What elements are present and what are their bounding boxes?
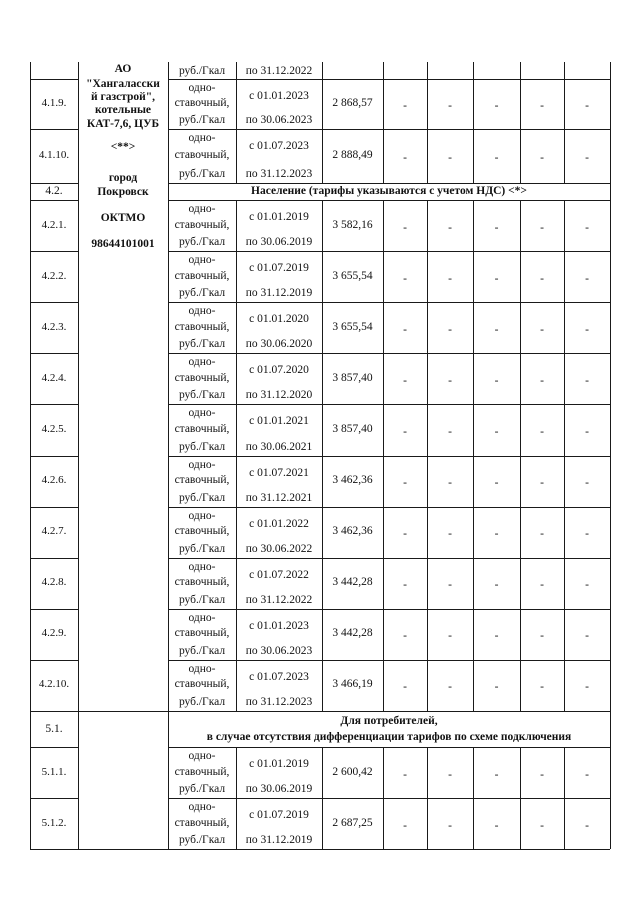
empty-value-dash: - [494, 221, 499, 234]
empty-value-dash: - [540, 630, 544, 643]
row-line [168, 404, 610, 405]
col-border-7 [610, 62, 611, 183]
empty-value-dash: - [403, 374, 407, 387]
empty-value-dash: - [448, 152, 452, 164]
empty-value-dash: - [403, 221, 407, 234]
row-line [168, 456, 610, 457]
section-title: Население (тарифы указываются с учетом НДС) <*> [251, 185, 527, 197]
unit-line: ставочный, [174, 422, 230, 435]
row-line [168, 200, 610, 201]
empty-value-dash: - [403, 100, 407, 112]
period-start: с 01.01.2023 [249, 90, 309, 102]
row-line [30, 200, 78, 201]
tariff-value: 3 442,28 [332, 576, 373, 589]
empty-value-dash: - [585, 221, 589, 234]
col-border-num [78, 62, 79, 849]
row-line [168, 609, 610, 610]
col-border-5 [520, 62, 521, 183]
row-number: 4.2.4. [41, 371, 67, 384]
empty-value-dash: - [585, 819, 589, 832]
empty-value-dash: - [540, 425, 544, 438]
unit-line: одно- [188, 407, 216, 420]
period-start: с 01.01.2023 [249, 619, 309, 632]
empty-value-dash: - [540, 152, 544, 164]
row-number: 4.2.5. [41, 422, 67, 435]
unit-line: руб./Гкал [178, 593, 226, 606]
row-number: 5.1.1. [41, 765, 67, 778]
unit-line: ставочный, [174, 678, 230, 691]
tariff-value: 3 857,40 [332, 422, 373, 435]
row-line [30, 251, 78, 252]
empty-value-dash: - [403, 819, 407, 832]
tariff-value: 3 462,36 [332, 474, 373, 487]
org-name-line: Покровск [97, 186, 149, 198]
period-end: по 31.12.2023 [245, 696, 313, 708]
empty-value-dash: - [585, 768, 589, 781]
row-line [168, 353, 610, 354]
empty-value-dash: - [448, 425, 452, 438]
unit-line: одно- [188, 662, 216, 675]
period-start: с 01.01.2019 [249, 758, 309, 770]
unit-line: ставочный, [174, 371, 230, 384]
unit-line: ставочный, [174, 525, 230, 538]
period-end-cell: по 31.12.2022 [245, 65, 313, 77]
col-border-3 [427, 62, 428, 183]
empty-value-dash: - [540, 374, 544, 387]
row-number: 4.2.1. [41, 218, 67, 231]
empty-value-dash: - [585, 681, 589, 694]
empty-value-dash: - [585, 152, 589, 164]
empty-value-dash: - [494, 477, 499, 490]
empty-value-dash: - [448, 374, 452, 387]
tariff-value: 3 857,40 [332, 371, 373, 384]
period-start: с 01.07.2019 [249, 809, 309, 821]
row-line [168, 251, 610, 252]
unit-line: ставочный, [174, 576, 230, 589]
unit-line: ставочный, [174, 627, 230, 640]
empty-value-dash: - [448, 768, 452, 781]
row-line [168, 660, 610, 661]
row-line [168, 79, 610, 80]
empty-value-dash: - [585, 579, 589, 592]
tariff-value: 3 582,16 [332, 218, 373, 231]
row-line [30, 798, 78, 799]
col-border-0 [236, 62, 237, 183]
empty-value-dash: - [585, 272, 589, 285]
row-line [30, 558, 78, 559]
empty-value-dash: - [540, 221, 544, 234]
empty-value-dash: - [448, 528, 452, 541]
table-border-right [610, 711, 611, 747]
empty-value-dash: - [494, 425, 499, 438]
col-border-4 [473, 62, 474, 183]
period-end: по 30.06.2019 [245, 783, 313, 795]
row-line [168, 302, 610, 303]
unit-line: одно- [188, 82, 216, 94]
table-border-right [610, 183, 611, 200]
empty-value-dash: - [448, 681, 452, 694]
unit-line: руб./Гкал [178, 440, 226, 453]
empty-value-dash: - [494, 528, 499, 541]
org-name-line: город [108, 172, 138, 184]
row-number: 4.2.8. [41, 576, 67, 589]
org-name-line: АО [114, 63, 132, 75]
empty-value-dash: - [403, 323, 407, 336]
empty-value-dash: - [540, 100, 544, 112]
empty-value-dash: - [403, 681, 407, 694]
empty-value-dash: - [540, 681, 544, 694]
period-start: с 01.07.2023 [249, 140, 309, 152]
col-border-6 [564, 62, 565, 183]
row-number: 4.2.7. [41, 525, 67, 538]
unit-line: одно- [188, 254, 216, 267]
empty-value-dash: - [494, 819, 499, 832]
unit-line: одно- [188, 560, 216, 573]
empty-value-dash: - [540, 579, 544, 592]
period-start: с 01.07.2022 [249, 568, 309, 581]
tariff-value: 2 600,42 [332, 765, 373, 778]
period-start: с 01.01.2022 [249, 517, 309, 530]
row-line [30, 660, 78, 661]
empty-value-dash: - [448, 221, 452, 234]
unit-line: ставочный, [174, 474, 230, 487]
row-number: 4.2.3. [41, 320, 67, 333]
row-line [168, 798, 610, 799]
row-line [30, 183, 78, 184]
period-start: с 01.01.2021 [249, 415, 309, 428]
period-start: с 01.07.2020 [249, 364, 309, 377]
unit-line: руб./Гкал [178, 168, 226, 180]
period-start: с 01.07.2019 [249, 262, 309, 275]
empty-value-dash: - [448, 477, 452, 490]
unit-line: руб./Гкал [178, 834, 226, 846]
row-line [30, 353, 78, 354]
col-border-1 [322, 62, 323, 183]
unit-line: одно- [188, 509, 216, 522]
row-line [168, 558, 610, 559]
empty-value-dash: - [585, 323, 589, 336]
period-end: по 31.12.2022 [245, 593, 313, 606]
org-name-line: <**> [110, 141, 136, 153]
row-number: 4.1.9. [41, 97, 67, 109]
period-end: по 31.12.2023 [245, 168, 313, 180]
empty-value-dash: - [540, 768, 544, 781]
row-number: 4.1.10. [38, 149, 70, 161]
empty-value-dash: - [403, 152, 407, 164]
tariff-value: 3 462,36 [332, 525, 373, 538]
unit-line: одно- [188, 356, 216, 369]
unit-line: ставочный, [174, 765, 230, 778]
row-number: 5.1.2. [41, 816, 67, 829]
empty-value-dash: - [448, 272, 452, 285]
tariff-value: 2 888,49 [332, 149, 373, 161]
unit-cell: руб./Гкал [178, 65, 226, 77]
empty-value-dash: - [494, 272, 499, 285]
empty-value-dash: - [494, 681, 499, 694]
period-end: по 30.06.2019 [245, 236, 313, 249]
unit-line: одно- [188, 132, 216, 144]
row-line [30, 129, 78, 130]
unit-line: одно- [188, 203, 216, 215]
empty-value-dash: - [448, 323, 452, 336]
org-name-line: ОКТМО [100, 212, 146, 224]
period-end: по 31.12.2019 [245, 834, 313, 846]
row-line [168, 747, 610, 748]
empty-value-dash: - [448, 630, 452, 643]
row-line [168, 183, 610, 184]
org-name-line: "Хангаласски [86, 78, 160, 90]
table-border-bottom [30, 849, 610, 850]
empty-value-dash: - [403, 477, 407, 490]
col-border-2 [383, 62, 384, 183]
empty-value-dash: - [540, 272, 544, 285]
unit-line: ставочный, [174, 149, 230, 161]
section-title: Для потребителей, [340, 715, 438, 727]
row-line [30, 507, 78, 508]
empty-value-dash: - [585, 477, 589, 490]
tariff-value: 2 687,25 [332, 816, 373, 829]
empty-value-dash: - [540, 477, 544, 490]
row-line [30, 609, 78, 610]
row-line [168, 129, 610, 130]
period-start: с 01.07.2023 [249, 670, 309, 683]
empty-value-dash: - [540, 528, 544, 541]
unit-line: одно- [188, 750, 216, 762]
period-start: с 01.01.2019 [249, 211, 309, 223]
org-name-line: й газстрой", [90, 91, 156, 103]
section-number: 5.1. [45, 723, 63, 735]
unit-line: ставочный, [174, 816, 230, 829]
period-end: по 31.12.2020 [245, 389, 313, 402]
unit-line: руб./Гкал [178, 114, 226, 126]
row-line [30, 711, 610, 712]
unit-line: ставочный, [174, 320, 230, 333]
unit-line: одно- [188, 305, 216, 318]
empty-value-dash: - [585, 528, 589, 541]
unit-line: руб./Гкал [178, 491, 226, 504]
row-line [30, 302, 78, 303]
row-number: 4.2.6. [41, 474, 67, 487]
empty-value-dash: - [494, 768, 499, 781]
empty-value-dash: - [540, 323, 544, 336]
unit-line: одно- [188, 611, 216, 624]
unit-line: одно- [188, 801, 216, 813]
empty-value-dash: - [448, 579, 452, 592]
unit-line: ставочный, [174, 218, 230, 231]
period-start: с 01.07.2021 [249, 466, 309, 479]
empty-value-dash: - [403, 528, 407, 541]
empty-value-dash: - [494, 100, 499, 112]
period-end: по 30.06.2023 [245, 644, 313, 657]
period-end: по 31.12.2021 [245, 491, 313, 504]
empty-value-dash: - [448, 100, 452, 112]
unit-line: руб./Гкал [178, 338, 226, 351]
unit-line: руб./Гкал [178, 287, 226, 300]
row-line [30, 747, 78, 748]
empty-value-dash: - [448, 819, 452, 832]
row-line [30, 79, 78, 80]
row-number: 4.2.2. [41, 269, 67, 282]
empty-value-dash: - [585, 630, 589, 643]
period-end: по 30.06.2022 [245, 542, 313, 555]
tariff-value: 2 868,57 [332, 97, 373, 109]
empty-value-dash: - [403, 272, 407, 285]
col-border-7 [610, 747, 611, 849]
unit-line: руб./Гкал [178, 236, 226, 249]
empty-value-dash: - [403, 579, 407, 592]
section-number: 4.2. [45, 185, 63, 197]
unit-line: одно- [188, 458, 216, 471]
unit-line: руб./Гкал [178, 389, 226, 402]
empty-value-dash: - [494, 323, 499, 336]
empty-value-dash: - [403, 768, 407, 781]
tariff-value: 3 442,28 [332, 627, 373, 640]
empty-value-dash: - [494, 152, 499, 164]
period-end: по 30.06.2020 [245, 338, 313, 351]
unit-line: руб./Гкал [178, 542, 226, 555]
unit-line: ставочный, [174, 269, 230, 282]
org-name-line: 98644101001 [91, 238, 155, 250]
org-name-line: котельные [94, 104, 152, 116]
tariff-value: 3 655,54 [332, 269, 373, 282]
row-line [30, 404, 78, 405]
section-title: в случае отсутствия дифференциации тарифов по схеме подключения [206, 731, 572, 743]
period-end: по 30.06.2023 [245, 114, 313, 126]
unit-line: руб./Гкал [178, 644, 226, 657]
empty-value-dash: - [403, 630, 407, 643]
row-number: 4.2.9. [41, 627, 67, 640]
unit-line: руб./Гкал [178, 783, 226, 795]
empty-value-dash: - [585, 374, 589, 387]
org-name-line: КАТ-7,6, ЦУБ [86, 118, 160, 130]
empty-value-dash: - [585, 100, 589, 112]
row-number: 4.2.10. [38, 678, 70, 691]
period-end: по 30.06.2021 [245, 440, 313, 453]
row-line [168, 507, 610, 508]
period-end: по 31.12.2019 [245, 287, 313, 300]
period-start: с 01.01.2020 [249, 313, 309, 326]
col-border-7 [610, 200, 611, 711]
tariff-value: 3 466,19 [332, 678, 373, 691]
empty-value-dash: - [540, 819, 544, 832]
empty-value-dash: - [494, 579, 499, 592]
unit-line: ставочный, [174, 97, 230, 109]
empty-value-dash: - [494, 630, 499, 643]
empty-value-dash: - [403, 425, 407, 438]
tariff-value: 3 655,54 [332, 320, 373, 333]
unit-line: руб./Гкал [178, 696, 226, 708]
empty-value-dash: - [585, 425, 589, 438]
empty-value-dash: - [494, 374, 499, 387]
row-line [30, 456, 78, 457]
